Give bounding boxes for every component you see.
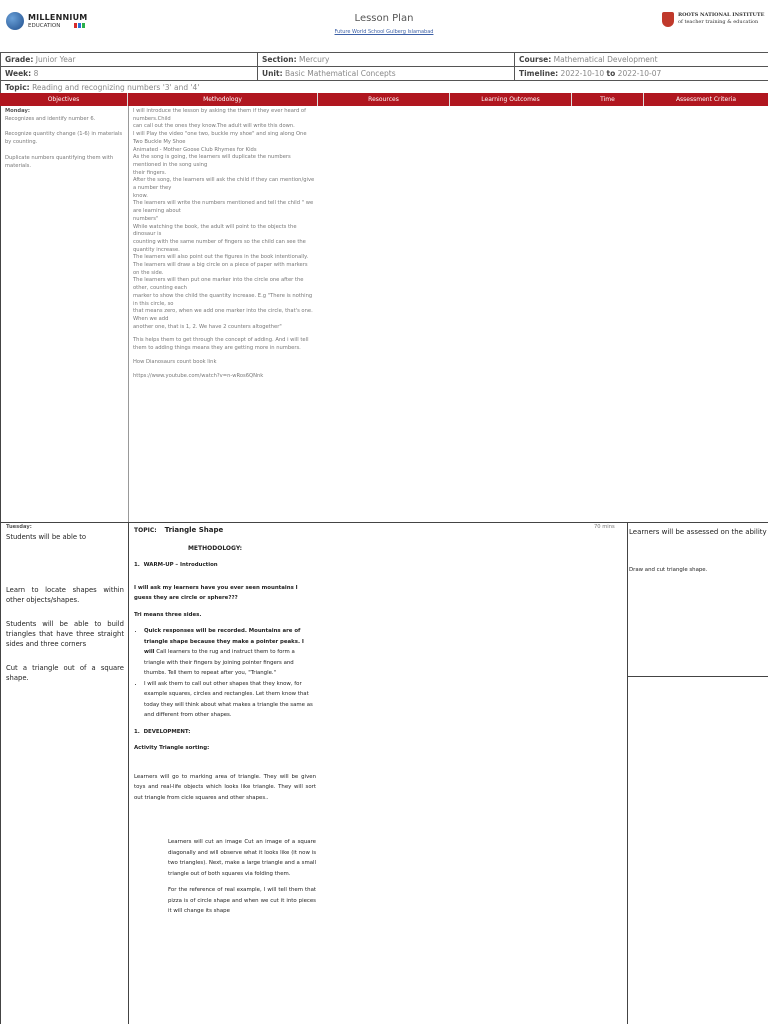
topic-cell: Topic: Reading and recognizing numbers '3' and '4' [1,81,768,95]
activity-heading: Activity Triangle sorting: [134,745,210,751]
shield-icon [662,12,674,27]
border-tue-col1 [128,522,129,1024]
section-cell: Section: Mercury [258,53,515,67]
methodology-line: I will Play the video "one two, buckle my shoe" and sing along One Two Buckle My Shoe [133,131,307,145]
border-row-monday [0,522,768,523]
monday-objective: Recognizes and identify number 6. [5,115,96,122]
monday-objectives [5,108,130,170]
col-resources: Resources [318,93,450,106]
methodology-line: that means zero, when we add one marker into the circle, that's one. When we add [133,308,313,322]
warmup-bullet: • Quick responses will be recorded. Mountains are of triangle shape because they make a pointer peaks. I will Call learners to the rug and instruct them to form a triangle with their fingers by joining pointer fingers and thumbs. Tell them to repeat after you, "Triangle." [144,626,316,679]
tuesday-methodology [134,524,316,917]
methodology-line: The learners will also point out the figures in the book intentionally. [133,254,309,261]
tuesday-objectives [6,524,124,683]
roots-logo-line2: of teacher training & education [678,19,759,25]
tuesday-time: 70 mins [594,524,615,530]
roots-logo-line1: ROOTS NATIONAL INSTITUTE [678,12,765,18]
methodology-line: I will introduce the lesson by asking the them if they ever heard of numbers.Child [133,108,306,122]
book-link-label: How Dianosaurs count book link [133,358,217,365]
methodology-line: This helps them to get through the concept of adding. And i will tell them to adding things means they are getting more in numbers. [133,337,309,352]
methodology-line: After the song, the learners will ask the child if they can mention/give a number they [133,177,315,192]
warmup-bullets [134,626,316,721]
tuesday-assessment-task: Draw and cut triangle shape. [629,567,708,573]
col-methodology: Methodology [128,93,318,106]
roots-logo [662,12,766,34]
column-header-row [0,93,768,106]
activity-paragraph: For the reference of real example, I will tell them that pizza is of circle shape and when we cut it into pieces it will change its shape [168,887,316,914]
page-header [0,0,768,52]
topic-label: TOPIC: [134,527,157,534]
col-objectives: Objectives [0,93,128,106]
monday-objective-spacer [5,123,130,131]
page-title: Lesson Plan [354,13,414,24]
timeline-cell: Timeline: 2022-10-10 to 2022-10-07 [515,67,768,81]
topic-line [134,524,316,537]
methodology-line: numbers" [133,215,159,222]
methodology-line: can call out the ones they know.The adult will write this down. [133,123,295,130]
methodology-line: The learners will then put one marker into the circle one after the other, counting each [133,277,304,292]
monday-objective-spacer [5,147,130,155]
logo-sub-text: EDUCATION [28,23,61,29]
methodology-line: their fingers. [133,169,167,176]
methodology-line: Animated - Mother Goose Club Rhymes for Kids [133,146,257,153]
tri-definition: Tri means three sides. [134,611,202,618]
school-link[interactable]: Future World School Gulberg Islamabad [334,29,434,35]
tuesday-objective: Students will be able to build triangles that have three straight sides and three corners [6,619,124,648]
course-cell: Course: Mathematical Development [515,53,768,67]
col-learning-outcomes: Learning Outcomes [450,93,572,106]
warmup-question: I will ask my learners have you ever seen mountains I guess they are circle or sphere??? [134,584,298,601]
tuesday-objective: Cut a triangle out of a square shape. [6,663,124,682]
logo-main-text: MILLENNIUM [28,13,88,22]
methodology-line: marker to show the child the quantity increase. E.g "There is nothing in this circle, so [133,292,313,307]
col-assessment: Assessment Criteria [675,96,737,103]
unit-cell: Unit: Basic Mathematical Concepts [258,67,515,81]
grade-cell: Grade: Junior Year [1,53,258,67]
activity-paragraph: Learners will cut an image Cut an image of a square diagonally and will observe what it looks like (it now is two triangles). Next, make a large triangle and a small triangle out of both squares via folding them. [168,839,316,877]
methodology-line: The learners will draw a big circle on a piece of paper with markers on the side. [133,262,308,276]
warmup-heading: 1. WARM-UP – Introduction [134,562,218,568]
monday-objective: Recognize quantity change (1-6) in materials by counting. [5,131,123,146]
monday-objective: Duplicate numbers quantifying them with materials. [5,154,114,169]
col-time: Time [572,93,644,106]
border-left [0,106,1,1024]
tuesday-label: Tuesday: [6,524,32,530]
methodology-line: While watching the book, the adult will point to the objects the dinosaur is [133,223,297,238]
methodology-line: The learners will write the numbers mentioned and tell the child " we are learning about [133,200,314,215]
methodology-line: know. [133,192,148,199]
monday-label: Monday: [5,108,30,114]
tuesday-obj-intro: Students will be able to [6,532,87,541]
tuesday-objective: Learn to locate shapes within other objects/shapes. [6,585,124,604]
methodology-line: counting with the same number of fingers so the child can see the quantity increase. [133,238,306,253]
methodology-title: METHODOLOGY: [187,545,243,552]
border-tue-col2 [627,522,628,1024]
activity-paragraph: Learners will go to marking area of triangle. They will be given toys and real-life objects which looks like triangle. They will sort out triangle from cicle squares and other shapes.. [134,773,316,801]
development-heading: 1. DEVELOPMENT: [134,728,191,735]
tuesday-assessment: Learners will be assessed on the ability [629,528,767,536]
topic-value: Triangle Shape [164,526,224,534]
monday-methodology [133,108,315,380]
border-assessment [627,676,768,677]
warmup-bullet: • I will ask them to call out other shapes that they know, for example squares, circles and rectangles. Let them know that today they will think about what makes a triangle the same as and different from other shapes. [144,679,316,721]
methodology-line: As the song is going, the learners will duplicate the numbers mentioned in the song using [133,154,291,168]
week-cell: Week: 8 [1,67,258,81]
methodology-line: another one, that is 1, 2. We have 2 counters altogether" [133,323,282,330]
youtube-link[interactable]: https://www.youtube.com/watch?v=n-wRos6QNnk [133,372,264,379]
info-table [0,52,768,95]
